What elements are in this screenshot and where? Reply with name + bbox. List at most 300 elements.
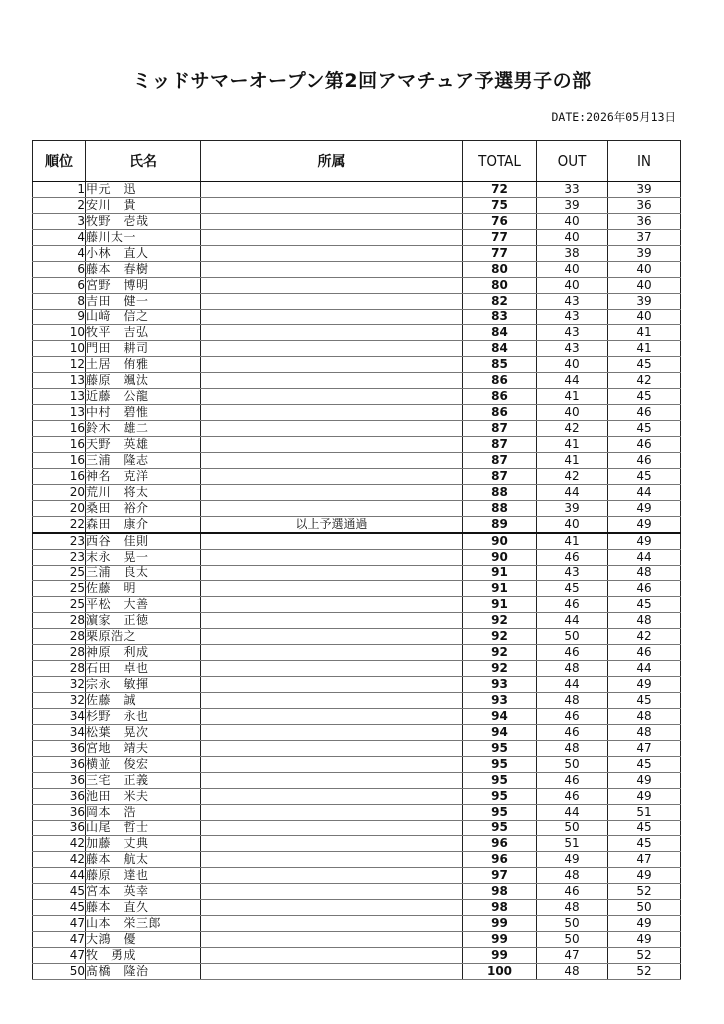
affiliation-cell	[201, 597, 463, 613]
total-cell: 95	[463, 772, 537, 788]
total-cell: 86	[463, 389, 537, 405]
total-cell: 95	[463, 740, 537, 756]
rank-cell: 1	[33, 182, 86, 198]
total-cell: 87	[463, 468, 537, 484]
name-cell: 荒川 将太	[86, 484, 201, 500]
total-cell: 96	[463, 836, 537, 852]
total-cell: 86	[463, 405, 537, 421]
rank-cell: 44	[33, 868, 86, 884]
affiliation-cell	[201, 309, 463, 325]
affiliation-cell	[201, 452, 463, 468]
table-row	[33, 724, 681, 740]
affiliation-cell	[201, 213, 463, 229]
in-cell: 44	[608, 484, 681, 500]
in-cell: 48	[608, 708, 681, 724]
out-cell: 41	[537, 452, 608, 468]
total-cell: 92	[463, 613, 537, 629]
name-cell: 横並 俊宏	[86, 756, 201, 772]
table-row	[33, 772, 681, 788]
out-cell: 50	[537, 629, 608, 645]
name-cell: 加藤 丈典	[86, 836, 201, 852]
in-cell: 45	[608, 756, 681, 772]
name-cell: 藤本 直久	[86, 900, 201, 916]
rank-cell: 16	[33, 421, 86, 437]
table-row	[33, 533, 681, 549]
rank-cell: 10	[33, 325, 86, 341]
out-cell: 33	[537, 182, 608, 198]
out-cell: 50	[537, 756, 608, 772]
out-cell: 45	[537, 581, 608, 597]
date-label: DATE:2026年05月13日	[551, 110, 676, 124]
out-cell: 50	[537, 932, 608, 948]
table-row	[33, 452, 681, 468]
out-cell: 43	[537, 565, 608, 581]
rank-cell: 36	[33, 788, 86, 804]
affiliation-cell	[201, 182, 463, 198]
out-cell: 46	[537, 708, 608, 724]
table-row	[33, 437, 681, 453]
name-cell: 末永 晃一	[86, 549, 201, 565]
in-cell: 52	[608, 884, 681, 900]
table-row	[33, 629, 681, 645]
total-cell: 84	[463, 325, 537, 341]
total-cell: 92	[463, 661, 537, 677]
in-cell: 45	[608, 421, 681, 437]
name-cell: 牧野 壱哉	[86, 213, 201, 229]
name-cell: 宗永 敏揮	[86, 677, 201, 693]
in-cell: 39	[608, 182, 681, 198]
table-row	[33, 740, 681, 756]
page-title: ミッドサマーオープン第2回アマチュア予選男子の部	[132, 70, 592, 92]
affiliation-cell	[201, 724, 463, 740]
name-cell: 神名 克洋	[86, 468, 201, 484]
name-cell: 甲元 迅	[86, 182, 201, 198]
name-cell: 石田 卓也	[86, 661, 201, 677]
name-cell: 桑田 裕介	[86, 500, 201, 516]
table-row	[33, 852, 681, 868]
total-cell: 95	[463, 820, 537, 836]
in-cell: 36	[608, 213, 681, 229]
total-cell: 87	[463, 452, 537, 468]
in-cell: 50	[608, 900, 681, 916]
out-cell: 48	[537, 900, 608, 916]
out-cell: 40	[537, 213, 608, 229]
in-cell: 49	[608, 788, 681, 804]
table-row	[33, 357, 681, 373]
in-cell: 49	[608, 677, 681, 693]
table-row	[33, 900, 681, 916]
rank-cell: 50	[33, 963, 86, 979]
affiliation-cell	[201, 277, 463, 293]
affiliation-cell	[201, 245, 463, 261]
rank-cell: 32	[33, 693, 86, 709]
in-cell: 46	[608, 645, 681, 661]
rank-cell: 34	[33, 708, 86, 724]
affiliation-cell	[201, 373, 463, 389]
table-row	[33, 405, 681, 421]
in-cell: 41	[608, 341, 681, 357]
in-cell: 46	[608, 405, 681, 421]
rank-cell: 32	[33, 677, 86, 693]
out-cell: 41	[537, 437, 608, 453]
in-cell: 49	[608, 533, 681, 549]
in-cell: 45	[608, 357, 681, 373]
rank-cell: 20	[33, 484, 86, 500]
affiliation-cell	[201, 549, 463, 565]
in-cell: 44	[608, 661, 681, 677]
rank-cell: 23	[33, 533, 86, 549]
name-cell: 杉野 永也	[86, 708, 201, 724]
total-cell: 72	[463, 182, 537, 198]
affiliation-cell	[201, 325, 463, 341]
out-cell: 38	[537, 245, 608, 261]
in-cell: 46	[608, 581, 681, 597]
affiliation-cell	[201, 836, 463, 852]
rank-cell: 34	[33, 724, 86, 740]
rank-cell: 20	[33, 500, 86, 516]
name-cell: 山本 栄三郎	[86, 916, 201, 932]
rank-cell: 16	[33, 437, 86, 453]
rank-cell: 9	[33, 309, 86, 325]
total-cell: 99	[463, 948, 537, 964]
out-cell: 46	[537, 549, 608, 565]
total-cell: 91	[463, 581, 537, 597]
out-cell: 44	[537, 613, 608, 629]
total-cell: 98	[463, 884, 537, 900]
out-cell: 41	[537, 389, 608, 405]
rank-cell: 47	[33, 916, 86, 932]
out-cell: 43	[537, 341, 608, 357]
total-cell: 99	[463, 932, 537, 948]
table-row	[33, 549, 681, 565]
total-cell: 84	[463, 341, 537, 357]
name-cell: 宮野 博明	[86, 277, 201, 293]
name-cell: 大鴻 優	[86, 932, 201, 948]
total-cell: 91	[463, 597, 537, 613]
in-cell: 52	[608, 948, 681, 964]
name-cell: 髙橋 隆治	[86, 963, 201, 979]
total-cell: 91	[463, 565, 537, 581]
affiliation-cell	[201, 261, 463, 277]
rank-cell: 3	[33, 213, 86, 229]
rank-cell: 2	[33, 197, 86, 213]
table-row	[33, 613, 681, 629]
rank-cell: 36	[33, 804, 86, 820]
table-row	[33, 693, 681, 709]
in-cell: 40	[608, 261, 681, 277]
in-cell: 48	[608, 613, 681, 629]
name-cell: 三宅 正義	[86, 772, 201, 788]
results-body	[33, 182, 681, 980]
rank-cell: 28	[33, 645, 86, 661]
name-cell: 牧 勇成	[86, 948, 201, 964]
affiliation-cell	[201, 197, 463, 213]
table-row	[33, 645, 681, 661]
name-cell: 神原 利成	[86, 645, 201, 661]
table-row	[33, 868, 681, 884]
name-cell: 池田 米夫	[86, 788, 201, 804]
rank-cell: 28	[33, 629, 86, 645]
total-cell: 100	[463, 963, 537, 979]
out-cell: 46	[537, 788, 608, 804]
name-cell: 藤本 航太	[86, 852, 201, 868]
affiliation-cell	[201, 645, 463, 661]
out-cell: 39	[537, 500, 608, 516]
rank-cell: 13	[33, 389, 86, 405]
table-row	[33, 182, 681, 198]
in-cell: 49	[608, 932, 681, 948]
total-cell: 83	[463, 309, 537, 325]
name-cell: 宮地 靖夫	[86, 740, 201, 756]
total-cell: 90	[463, 549, 537, 565]
total-cell: 80	[463, 277, 537, 293]
total-cell: 88	[463, 500, 537, 516]
out-cell: 40	[537, 261, 608, 277]
table-row	[33, 804, 681, 820]
in-cell: 45	[608, 597, 681, 613]
name-cell: 佐藤 明	[86, 581, 201, 597]
rank-cell: 16	[33, 452, 86, 468]
rank-cell: 47	[33, 932, 86, 948]
rank-cell: 45	[33, 900, 86, 916]
header-affiliation: 所属	[201, 141, 463, 182]
affiliation-cell	[201, 581, 463, 597]
table-row	[33, 916, 681, 932]
affiliation-cell	[201, 820, 463, 836]
total-cell: 97	[463, 868, 537, 884]
affiliation-cell	[201, 852, 463, 868]
table-row	[33, 932, 681, 948]
total-cell: 93	[463, 677, 537, 693]
out-cell: 39	[537, 197, 608, 213]
out-cell: 44	[537, 484, 608, 500]
table-row	[33, 516, 681, 532]
affiliation-cell	[201, 693, 463, 709]
in-cell: 51	[608, 804, 681, 820]
total-cell: 87	[463, 437, 537, 453]
rank-cell: 8	[33, 293, 86, 309]
in-cell: 49	[608, 772, 681, 788]
table-row	[33, 756, 681, 772]
in-cell: 49	[608, 868, 681, 884]
affiliation-cell	[201, 533, 463, 549]
in-cell: 45	[608, 836, 681, 852]
table-row	[33, 468, 681, 484]
affiliation-cell	[201, 772, 463, 788]
affiliation-cell	[201, 916, 463, 932]
total-cell: 92	[463, 629, 537, 645]
affiliation-cell	[201, 804, 463, 820]
affiliation-cell	[201, 868, 463, 884]
header-rank: 順位	[33, 141, 86, 182]
affiliation-cell	[201, 788, 463, 804]
out-cell: 40	[537, 277, 608, 293]
name-cell: 近藤 公龍	[86, 389, 201, 405]
rank-cell: 13	[33, 373, 86, 389]
table-row	[33, 581, 681, 597]
rank-cell: 42	[33, 852, 86, 868]
affiliation-cell	[201, 405, 463, 421]
in-cell: 42	[608, 629, 681, 645]
affiliation-cell	[201, 293, 463, 309]
table-row	[33, 884, 681, 900]
table-row	[33, 213, 681, 229]
out-cell: 47	[537, 948, 608, 964]
name-cell: 佐藤 誠	[86, 693, 201, 709]
in-cell: 49	[608, 500, 681, 516]
in-cell: 48	[608, 565, 681, 581]
total-cell: 77	[463, 245, 537, 261]
name-cell: 平松 大善	[86, 597, 201, 613]
affiliation-cell	[201, 565, 463, 581]
in-cell: 45	[608, 389, 681, 405]
in-cell: 49	[608, 916, 681, 932]
table-row	[33, 820, 681, 836]
out-cell: 46	[537, 884, 608, 900]
out-cell: 46	[537, 724, 608, 740]
out-cell: 43	[537, 325, 608, 341]
out-cell: 50	[537, 916, 608, 932]
table-row	[33, 277, 681, 293]
rank-cell: 6	[33, 261, 86, 277]
table-row	[33, 293, 681, 309]
name-cell: 三浦 隆志	[86, 452, 201, 468]
affiliation-cell	[201, 948, 463, 964]
affiliation-cell	[201, 389, 463, 405]
in-cell: 47	[608, 740, 681, 756]
in-cell: 46	[608, 437, 681, 453]
rank-cell: 6	[33, 277, 86, 293]
affiliation-cell	[201, 661, 463, 677]
rank-cell: 28	[33, 613, 86, 629]
header-total: TOTAL	[463, 141, 537, 182]
table-row	[33, 836, 681, 852]
in-cell: 39	[608, 245, 681, 261]
in-cell: 45	[608, 820, 681, 836]
name-cell: 安川 貴	[86, 197, 201, 213]
table-row	[33, 708, 681, 724]
affiliation-cell	[201, 708, 463, 724]
out-cell: 44	[537, 373, 608, 389]
affiliation-cell	[201, 756, 463, 772]
in-cell: 39	[608, 293, 681, 309]
name-cell: 松葉 晃次	[86, 724, 201, 740]
rank-cell: 25	[33, 581, 86, 597]
in-cell: 52	[608, 963, 681, 979]
out-cell: 48	[537, 740, 608, 756]
total-cell: 92	[463, 645, 537, 661]
table-row	[33, 597, 681, 613]
total-cell: 93	[463, 693, 537, 709]
name-cell: 三浦 良太	[86, 565, 201, 581]
total-cell: 87	[463, 421, 537, 437]
total-cell: 76	[463, 213, 537, 229]
rank-cell: 22	[33, 516, 86, 532]
out-cell: 40	[537, 357, 608, 373]
rank-cell: 12	[33, 357, 86, 373]
name-cell: 濵家 正徳	[86, 613, 201, 629]
out-cell: 42	[537, 468, 608, 484]
name-cell: 吉田 健一	[86, 293, 201, 309]
affiliation-cell	[201, 629, 463, 645]
table-row	[33, 341, 681, 357]
name-cell: 天野 英雄	[86, 437, 201, 453]
name-cell: 山﨑 信之	[86, 309, 201, 325]
total-cell: 85	[463, 357, 537, 373]
results-table	[32, 140, 681, 980]
table-row	[33, 661, 681, 677]
table-row	[33, 261, 681, 277]
out-cell: 50	[537, 820, 608, 836]
name-cell: 小林 直人	[86, 245, 201, 261]
out-cell: 41	[537, 533, 608, 549]
out-cell: 48	[537, 963, 608, 979]
out-cell: 40	[537, 405, 608, 421]
out-cell: 44	[537, 677, 608, 693]
out-cell: 46	[537, 645, 608, 661]
affiliation-cell	[201, 341, 463, 357]
affiliation-cell	[201, 740, 463, 756]
total-cell: 86	[463, 373, 537, 389]
total-cell: 94	[463, 724, 537, 740]
table-row	[33, 373, 681, 389]
rank-cell: 25	[33, 597, 86, 613]
affiliation-cell	[201, 437, 463, 453]
rank-cell: 10	[33, 341, 86, 357]
out-cell: 40	[537, 516, 608, 532]
name-cell: 藤原 颯汰	[86, 373, 201, 389]
affiliation-cell	[201, 500, 463, 516]
total-cell: 94	[463, 708, 537, 724]
total-cell: 88	[463, 484, 537, 500]
total-cell: 77	[463, 229, 537, 245]
affiliation-cell: 以上予選通過	[201, 516, 463, 532]
rank-cell: 47	[33, 948, 86, 964]
total-cell: 95	[463, 788, 537, 804]
table-row	[33, 229, 681, 245]
table-header-row	[33, 141, 681, 182]
in-cell: 42	[608, 373, 681, 389]
name-cell: 藤原 達也	[86, 868, 201, 884]
table-row	[33, 421, 681, 437]
in-cell: 45	[608, 693, 681, 709]
name-cell: 牧平 吉弘	[86, 325, 201, 341]
name-cell: 藤川太一	[86, 229, 201, 245]
in-cell: 48	[608, 724, 681, 740]
total-cell: 98	[463, 900, 537, 916]
name-cell: 山尾 哲士	[86, 820, 201, 836]
affiliation-cell	[201, 468, 463, 484]
out-cell: 48	[537, 693, 608, 709]
table-row	[33, 963, 681, 979]
table-row	[33, 197, 681, 213]
name-cell: 栗原浩之	[86, 629, 201, 645]
table-row	[33, 788, 681, 804]
total-cell: 82	[463, 293, 537, 309]
affiliation-cell	[201, 484, 463, 500]
affiliation-cell	[201, 677, 463, 693]
out-cell: 46	[537, 597, 608, 613]
out-cell: 48	[537, 868, 608, 884]
table-row	[33, 389, 681, 405]
rank-cell: 13	[33, 405, 86, 421]
total-cell: 80	[463, 261, 537, 277]
table-row	[33, 948, 681, 964]
rank-cell: 4	[33, 229, 86, 245]
name-cell: 土居 侑雅	[86, 357, 201, 373]
affiliation-cell	[201, 421, 463, 437]
out-cell: 40	[537, 229, 608, 245]
